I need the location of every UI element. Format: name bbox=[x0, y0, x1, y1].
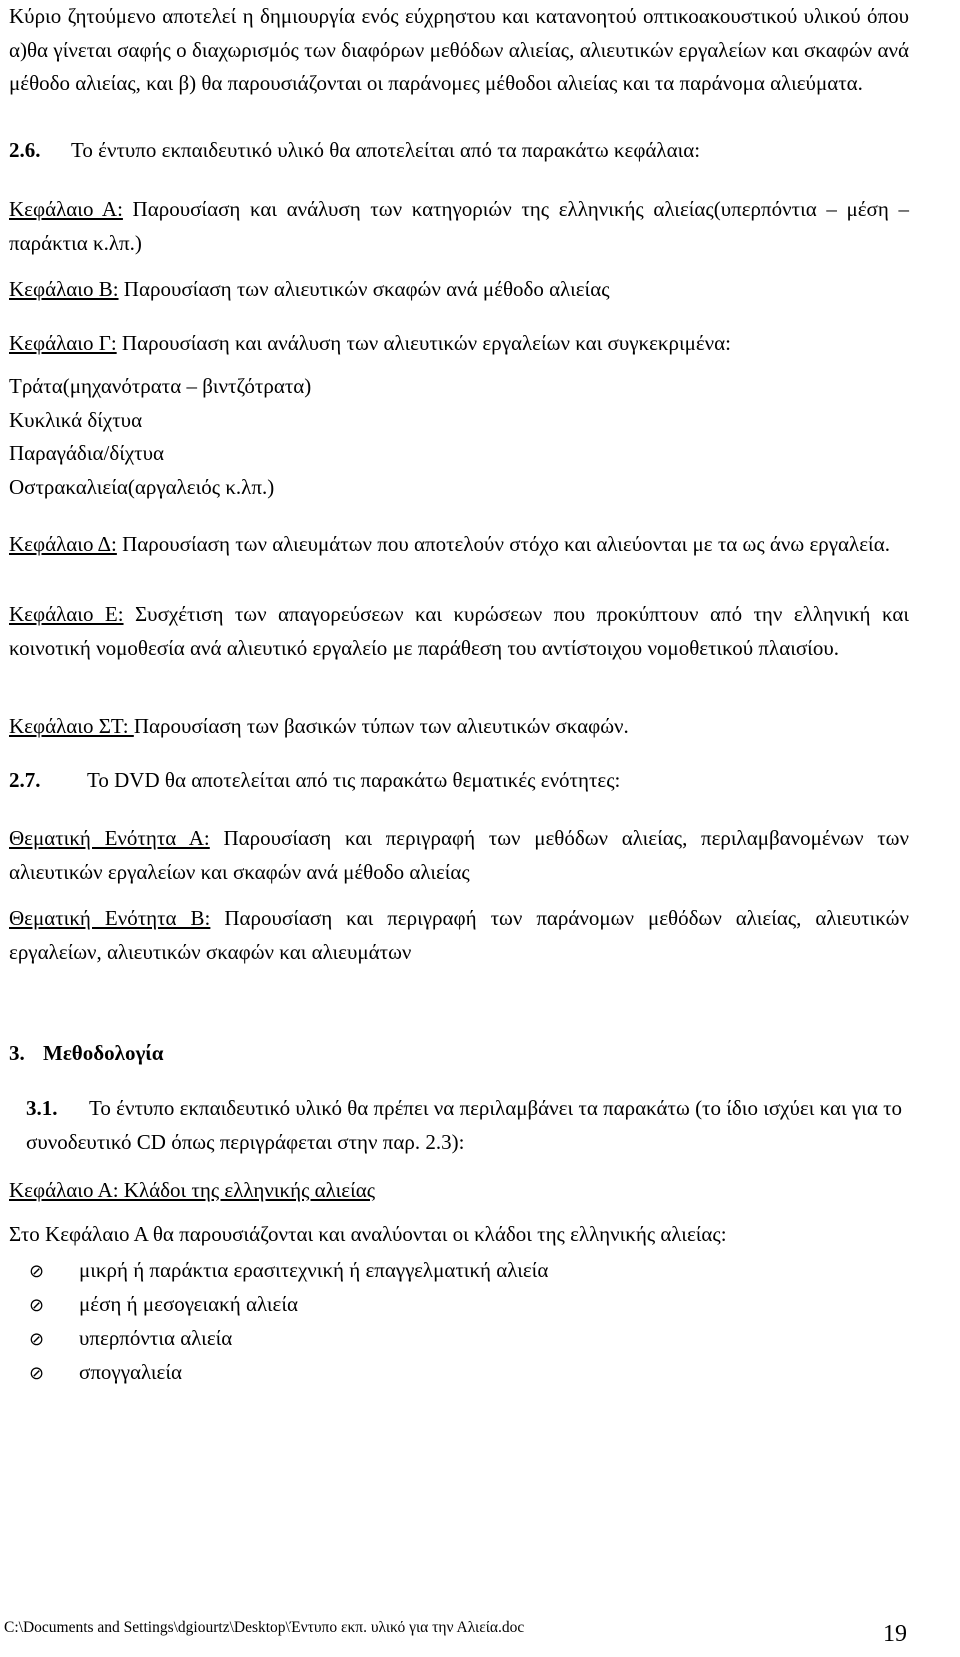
bullet-item bbox=[29, 1355, 182, 1391]
section-text: Το έντυπο εκπαιδευτικό υλικό θα πρέπει να περιλαμβάνει τα παρακάτω (το ίδιο ισχύει και για το συνοδευτικό CD όπως περιγράφεται στην παρ. 2.3): bbox=[26, 1096, 903, 1154]
gear-item: Παραγάδια/δίχτυα bbox=[9, 441, 165, 465]
theme-text: Παρουσίαση και περιγραφή των μεθόδων αλιείας, περιλαμβανομένων των αλιευτικών εργαλείων και σκαφών ανά μέθοδο αλιείας bbox=[9, 826, 909, 884]
theme-text: Παρουσίαση και περιγραφή των παράνομων μεθόδων αλιείας, αλιευτικών εργαλείων, αλιευτικών σκαφών και αλιευμάτων bbox=[9, 906, 909, 964]
section-number: 2.7. bbox=[9, 768, 41, 792]
section-3-1 bbox=[9, 1092, 909, 1159]
section-3-heading bbox=[9, 1037, 909, 1071]
chapter-text: Παρουσίαση και ανάλυση των κατηγοριών της ελληνικής αλιείας(υπερπόντια – μέση – παράκτια κ.λπ.) bbox=[9, 197, 909, 255]
section-2-6 bbox=[9, 134, 909, 168]
bullet-text: υπερπόντια αλιεία bbox=[79, 1326, 233, 1350]
chapter-text: Παρουσίαση των βασικών τύπων των αλιευτικών σκαφών. bbox=[133, 714, 629, 738]
chapter-st bbox=[9, 710, 909, 744]
gear-item: Οστρακαλιεία(αργαλειός κ.λπ.) bbox=[9, 474, 275, 499]
section-2-7 bbox=[9, 764, 909, 798]
page-number: 19 bbox=[883, 1621, 907, 1647]
chapter-b bbox=[9, 273, 909, 307]
gear-item: Τράτα(μηχανότρατα – βιντζότρατα) bbox=[9, 374, 312, 398]
chapter-d bbox=[9, 528, 909, 562]
chapter-text: Παρουσίαση των αλιευτικών σκαφών ανά μέθοδο αλιείας bbox=[118, 277, 610, 301]
gear-list bbox=[9, 370, 909, 504]
chapter-a-intro: Στο Κεφάλαιο Α θα παρουσιάζονται και αναλύονται οι κλάδοι της ελληνικής αλιείας: bbox=[9, 1222, 727, 1246]
chapter-label: Κεφάλαιο Δ: bbox=[9, 532, 117, 556]
bullet-text: μικρή ή παράκτια ερασιτεχνική ή επαγγελματική αλιεία bbox=[79, 1258, 549, 1282]
bullet-text: σπογγαλιεία bbox=[79, 1360, 183, 1384]
section-number: 2.6. bbox=[9, 138, 41, 162]
chapter-text: Παρουσίαση των αλιευμάτων που αποτελούν στόχο και αλιεύονται με τα ως άνω εργαλεία. bbox=[116, 532, 890, 556]
chapter-label: Κεφάλαιο Ε: bbox=[9, 602, 124, 626]
chapter-label: Κεφάλαιο Β: bbox=[9, 277, 119, 301]
bullet-item bbox=[29, 1253, 548, 1289]
chapter-a bbox=[9, 193, 909, 260]
theme-b bbox=[9, 902, 909, 969]
chapter-text: Παρουσίαση και ανάλυση των αλιευτικών εργαλείων και συγκεκριμένα: bbox=[116, 331, 732, 355]
bullet-item bbox=[29, 1321, 232, 1357]
section-text: Το έντυπο εκπαιδευτικό υλικό θα αποτελείται από τα παρακάτω κεφάλαια: bbox=[71, 138, 701, 162]
chapter-label: Κεφάλαιο Γ: bbox=[9, 331, 117, 355]
chapter-text: Συσχέτιση των απαγορεύσεων και κυρώσεων που προκύπτουν από την ελληνική και κοινοτική νομοθεσία ανά αλιευτικό εργαλείο με παράθεση του αντίστοιχου νομοθετικού πλαισίου. bbox=[9, 602, 909, 660]
bullet-icon: ⊘ bbox=[29, 1261, 45, 1282]
chapter-e bbox=[9, 598, 909, 665]
bullet-icon: ⊘ bbox=[29, 1329, 45, 1350]
chapter-label: Κεφάλαιο ΣΤ: bbox=[9, 714, 134, 738]
section-title: Μεθοδολογία bbox=[43, 1041, 164, 1065]
chapter-g bbox=[9, 327, 909, 361]
theme-label: Θεματική Ενότητα Β: bbox=[9, 906, 211, 930]
theme-label: Θεματική Ενότητα Α: bbox=[9, 826, 210, 850]
bullet-icon: ⊘ bbox=[29, 1295, 45, 1316]
theme-a bbox=[9, 822, 909, 889]
bullet-text: μέση ή μεσογειακή αλιεία bbox=[79, 1292, 299, 1316]
section-number: 3. bbox=[9, 1041, 25, 1065]
bullet-icon: ⊘ bbox=[29, 1363, 45, 1384]
footer-file-path: C:\Documents and Settings\dgiourtz\Desktop\Έντυπο εκπ. υλικό για την Αλιεία.doc bbox=[4, 1619, 525, 1636]
section-number: 3.1. bbox=[26, 1096, 58, 1120]
chapter-a-heading: Κεφάλαιο Α: Κλάδοι της ελληνικής αλιείας bbox=[9, 1178, 376, 1202]
chapter-label: Κεφάλαιο Α: bbox=[9, 197, 123, 221]
gear-item: Κυκλικά δίχτυα bbox=[9, 407, 143, 432]
intro-paragraph: Κύριο ζητούμενο αποτελεί η δημιουργία ενός εύχρηστου και κατανοητού οπτικοακουστικού υλικού όπου α)θα γίνεται σαφής ο διαχωρισμός των διαφόρων μεθόδων αλιείας, αλιευτικών εργαλείων και σκαφών ανά μέθοδο αλιείας, και β) θα παρουσιάζονται οι παράνομες μέθοδοι αλιείας και τα παράνομα αλιεύματα. bbox=[9, 4, 909, 95]
bullet-item bbox=[29, 1287, 298, 1323]
section-text: Το DVD θα αποτελείται από τις παρακάτω θεματικές ενότητες: bbox=[87, 768, 621, 792]
